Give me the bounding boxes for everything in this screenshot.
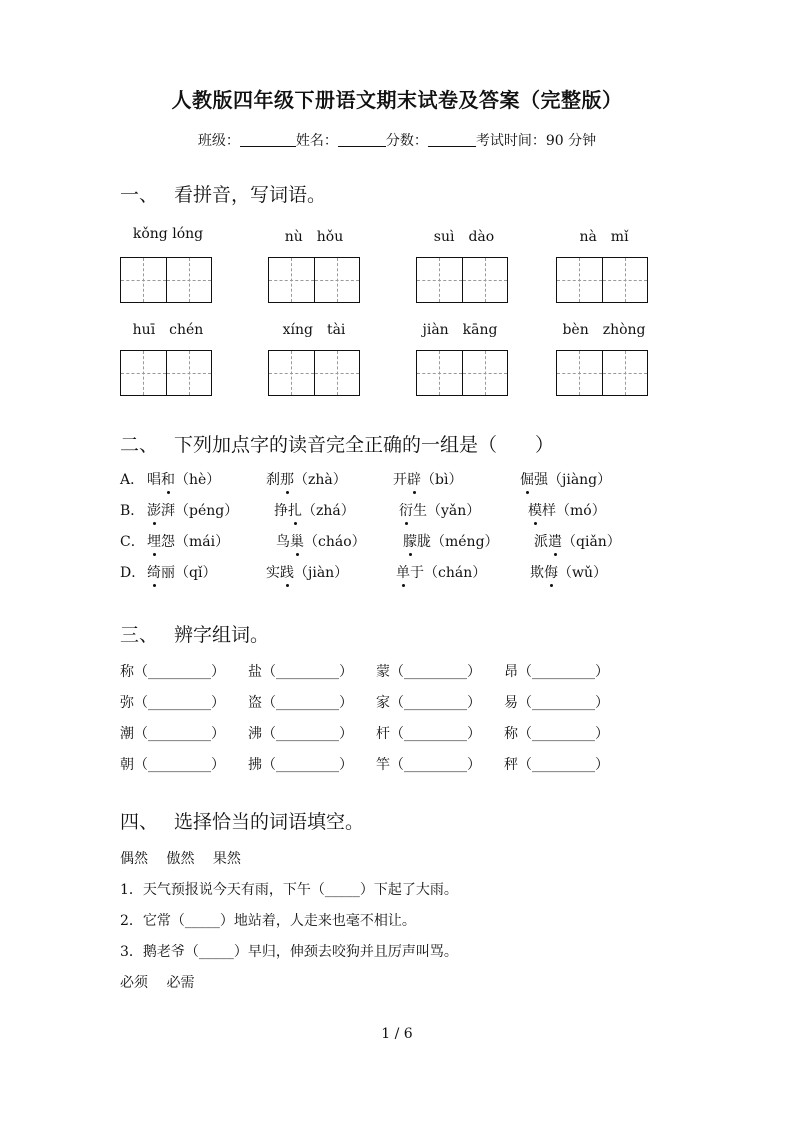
section-2-heading xyxy=(120,430,554,457)
section-1-title: 看拼音，写词语。 xyxy=(174,184,327,206)
word-blank[interactable]: 盗（_________） xyxy=(248,695,353,711)
section-1-number: 一、 xyxy=(120,184,159,206)
word-blank[interactable]: 潮（_________） xyxy=(120,726,225,742)
word-blank[interactable]: 称（_________） xyxy=(120,664,225,680)
dotted-char: 践 xyxy=(280,562,294,582)
writing-cell[interactable] xyxy=(463,351,508,395)
word-blank[interactable]: 盐（_________） xyxy=(248,664,353,680)
pinyin-label: bèn zhòng xyxy=(562,322,646,338)
writing-cell[interactable] xyxy=(167,258,212,302)
exam-time: 考试时间：90 分钟 xyxy=(475,133,597,149)
word-blank[interactable]: 家（_________） xyxy=(376,695,481,711)
page-number: 1 / 6 xyxy=(381,1026,413,1042)
name-label: 姓名： xyxy=(295,133,338,149)
dotted-char: 绮 xyxy=(147,562,161,582)
dotted-char: 扎 xyxy=(288,500,302,520)
word-blank[interactable]: 沸（_________） xyxy=(248,726,353,742)
section-4-number: 四、 xyxy=(120,811,159,833)
writing-grid[interactable] xyxy=(416,350,508,396)
class-blank[interactable] xyxy=(240,132,296,147)
word-blank[interactable]: 竿（_________） xyxy=(376,757,481,773)
choice-item: 朦胧（méng） xyxy=(403,531,499,551)
name-blank[interactable] xyxy=(338,132,386,147)
pinyin-label: xíng tài xyxy=(282,322,346,338)
choice-item: 单于（chán） xyxy=(396,562,486,582)
writing-grid[interactable] xyxy=(556,350,648,396)
pinyin-label: huī chén xyxy=(132,322,204,338)
section-3-heading xyxy=(120,620,269,647)
choice-label[interactable]: D． xyxy=(120,565,146,581)
writing-cell[interactable] xyxy=(417,351,463,395)
writing-grid[interactable] xyxy=(268,350,360,396)
section-3-title: 辨字组词。 xyxy=(174,624,270,646)
dotted-char: 倔 xyxy=(520,469,534,489)
writing-cell[interactable] xyxy=(121,351,167,395)
word-options: 必须 必需 xyxy=(120,975,195,991)
choice-item: 欺侮（wǔ） xyxy=(530,562,607,582)
choice-item: 实践（jiàn） xyxy=(266,562,348,582)
choice-item: 派遣（qiǎn） xyxy=(534,531,621,551)
dotted-char: 遣 xyxy=(548,531,562,551)
writing-grid[interactable] xyxy=(556,257,648,303)
word-blank[interactable]: 弥（_________） xyxy=(120,695,225,711)
section-1-heading xyxy=(120,180,326,207)
section-4-heading xyxy=(120,807,364,834)
section-2-number: 二、 xyxy=(120,434,159,456)
writing-cell[interactable] xyxy=(315,258,360,302)
score-label: 分数： xyxy=(385,133,428,149)
writing-grid[interactable] xyxy=(268,257,360,303)
student-info-line xyxy=(0,130,794,150)
pinyin-label: suì dào xyxy=(433,229,495,245)
section-2-title: 下列加点字的读音完全正确的一组是（ ） xyxy=(174,434,555,456)
choice-item: 挣扎（zhá） xyxy=(274,500,355,520)
dotted-char: 巢 xyxy=(290,531,304,551)
word-options: 偶然 傲然 果然 xyxy=(120,851,241,867)
choice-label[interactable]: B． xyxy=(120,503,145,519)
writing-grid[interactable] xyxy=(416,257,508,303)
choice-item: 倔强（jiàng） xyxy=(520,469,611,489)
word-blank[interactable]: 称（_________） xyxy=(504,726,609,742)
dotted-char: 朦 xyxy=(403,531,417,551)
dotted-char: 模 xyxy=(528,500,542,520)
choice-item: 开辟（bì） xyxy=(393,469,462,489)
section-3-number: 三、 xyxy=(120,624,159,646)
dotted-char: 侮 xyxy=(544,562,558,582)
page-title: 人教版四年级下册语文期末试卷及答案（完整版） xyxy=(171,88,623,112)
fill-sentence[interactable]: 2．它常（_____）地站着，人走来也毫不相让。 xyxy=(120,913,416,929)
word-blank[interactable]: 蒙（_________） xyxy=(376,664,481,680)
writing-grid[interactable] xyxy=(120,257,212,303)
writing-cell[interactable] xyxy=(417,258,463,302)
word-blank[interactable]: 拂（_________） xyxy=(248,757,353,773)
word-blank[interactable]: 秤（_________） xyxy=(504,757,609,773)
pinyin-label: nà mǐ xyxy=(579,229,629,245)
writing-cell[interactable] xyxy=(557,351,603,395)
dotted-char: 衍 xyxy=(399,500,413,520)
writing-cell[interactable] xyxy=(121,258,167,302)
writing-cell[interactable] xyxy=(603,258,648,302)
dotted-char: 辟 xyxy=(407,469,421,489)
class-label: 班级： xyxy=(197,133,240,149)
writing-cell[interactable] xyxy=(269,258,315,302)
dotted-char: 和 xyxy=(161,469,175,489)
choice-item: 埋怨（mái） xyxy=(147,531,229,551)
pinyin-label: nù hǒu xyxy=(284,229,344,245)
pinyin-label: kǒng lóng xyxy=(132,226,204,242)
dotted-char: 埋 xyxy=(147,531,161,551)
writing-cell[interactable] xyxy=(315,351,360,395)
choice-label[interactable]: C． xyxy=(120,534,145,550)
choice-item: 鸟巢（cháo） xyxy=(276,531,366,551)
word-blank[interactable]: 昂（_________） xyxy=(504,664,609,680)
choice-item: 唱和（hè） xyxy=(147,469,220,489)
choice-item: 刹那（zhà） xyxy=(266,469,347,489)
writing-cell[interactable] xyxy=(603,351,648,395)
writing-cell[interactable] xyxy=(557,258,603,302)
dotted-char: 单 xyxy=(396,562,410,582)
fill-sentence[interactable]: 1．天气预报说今天有雨，下午（_____）下起了大雨。 xyxy=(120,882,458,898)
writing-grid[interactable] xyxy=(120,350,212,396)
writing-cell[interactable] xyxy=(167,351,212,395)
choice-item: 澎湃（péng） xyxy=(147,500,238,520)
writing-cell[interactable] xyxy=(463,258,508,302)
word-blank[interactable]: 易（_________） xyxy=(504,695,609,711)
dotted-char: 澎 xyxy=(147,500,161,520)
score-blank[interactable] xyxy=(428,132,476,147)
fill-sentence[interactable]: 3．鹅老爷（_____）早归，伸颈去咬狗并且厉声叫骂。 xyxy=(120,944,458,960)
word-blank[interactable]: 杆（_________） xyxy=(376,726,481,742)
choice-item: 衍生（yǎn） xyxy=(399,500,480,520)
writing-cell[interactable] xyxy=(269,351,315,395)
word-blank[interactable]: 朝（_________） xyxy=(120,757,225,773)
choice-item: 绮丽（qǐ） xyxy=(147,562,216,582)
dotted-char: 那 xyxy=(280,469,294,489)
choice-label[interactable]: A． xyxy=(120,472,145,488)
section-4-title: 选择恰当的词语填空。 xyxy=(174,811,365,833)
pinyin-label: jiàn kāng xyxy=(422,322,498,338)
choice-item: 模样（mó） xyxy=(528,500,606,520)
